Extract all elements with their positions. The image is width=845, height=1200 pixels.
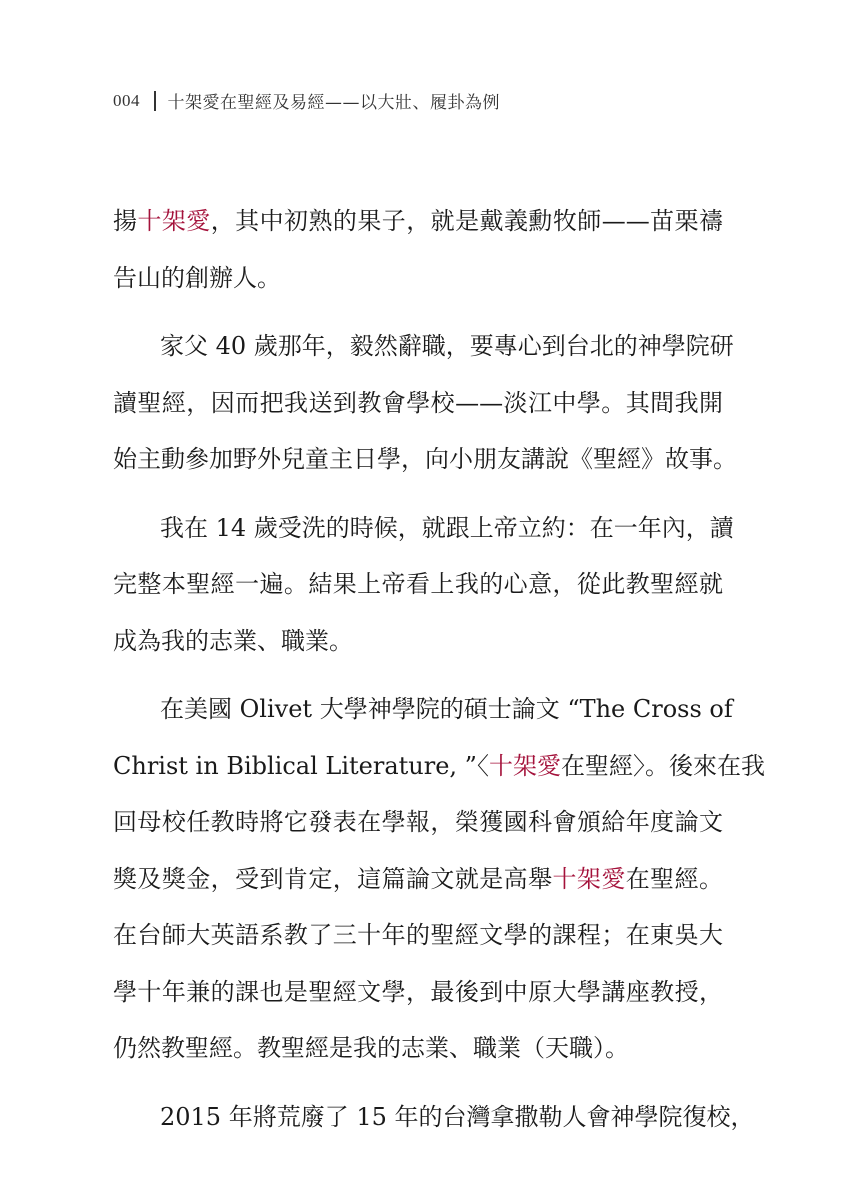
text-line <box>113 738 765 795</box>
text-run: 仍然教聖經。教聖經是我的志業、職業（天職）。 <box>113 1034 629 1062</box>
text-run: 家父 40 歲那年，毅然辭職，要專心到台北的神學院研 <box>160 332 734 360</box>
highlighted-term: 十架愛 <box>488 751 561 780</box>
paragraph <box>113 193 723 306</box>
text-line <box>113 500 734 557</box>
text-run: ，其中初熟的果子，就是戴義勳牧師——苗栗禱 <box>210 207 724 235</box>
paragraph <box>113 318 737 488</box>
text-line <box>113 431 737 488</box>
body-text <box>113 193 765 1145</box>
text-run: 始主動參加野外兒童主日學，向小朋友講說《聖經》故事。 <box>113 445 737 473</box>
text-line <box>113 375 723 432</box>
text-run: 完整本聖經一遍。結果上帝看上我的心意，從此教聖經就 <box>113 570 723 598</box>
paragraph <box>113 500 734 670</box>
text-line <box>113 1020 723 1077</box>
text-line <box>113 964 723 1021</box>
text-line <box>113 681 733 738</box>
text-line <box>113 794 723 851</box>
text-run: 在美國 Olivet 大學神學院的碩士論文 “The Cross of <box>160 695 733 723</box>
paragraph <box>113 681 765 1077</box>
text-line <box>113 1089 755 1146</box>
text-run: 獎及獎金，受到肯定，這篇論文就是高舉 <box>113 864 553 893</box>
text-line <box>113 318 734 375</box>
text-line <box>113 250 723 307</box>
text-run: 學十年兼的課也是聖經文學，最後到中原大學講座教授， <box>113 977 723 1006</box>
text-line <box>113 193 723 250</box>
text-run: Christ in Biblical Literature, ”〈 <box>113 751 489 780</box>
text-run: 讀聖經，因而把我送到教會學校——淡江中學。其間我開 <box>113 388 723 417</box>
highlighted-term: 十架愛 <box>552 864 626 893</box>
text-run: 在聖經〉。後來在我 <box>560 751 765 780</box>
text-run: 我在 14 歲受洗的時候，就跟上帝立約：在一年內，讀 <box>160 513 734 542</box>
text-run: 回母校任教時將它發表在學報，榮獲國科會頒給年度論文 <box>113 808 723 836</box>
text-run: 揚 <box>113 207 138 235</box>
page-number: 004 <box>113 90 140 110</box>
paragraph <box>113 1089 755 1146</box>
text-line <box>113 556 723 613</box>
header-divider <box>154 91 156 111</box>
running-header <box>113 88 500 113</box>
running-title: 十架愛在聖經及易經——以大壯、履卦為例 <box>167 93 500 113</box>
text-run: 告山的創辦人。 <box>113 263 281 292</box>
text-line <box>113 613 723 670</box>
text-run: 在台師大英語系教了三十年的聖經文學的課程；在東吳大 <box>113 921 723 949</box>
text-run: 2015 年將荒廢了 15 年的台灣拿撒勒人會神學院復校， <box>160 1102 755 1131</box>
highlighted-term: 十架愛 <box>137 207 211 235</box>
text-line <box>113 851 723 908</box>
text-run: 在聖經。 <box>625 864 723 893</box>
text-run: 成為我的志業、職業。 <box>113 626 353 655</box>
text-line <box>113 907 723 964</box>
